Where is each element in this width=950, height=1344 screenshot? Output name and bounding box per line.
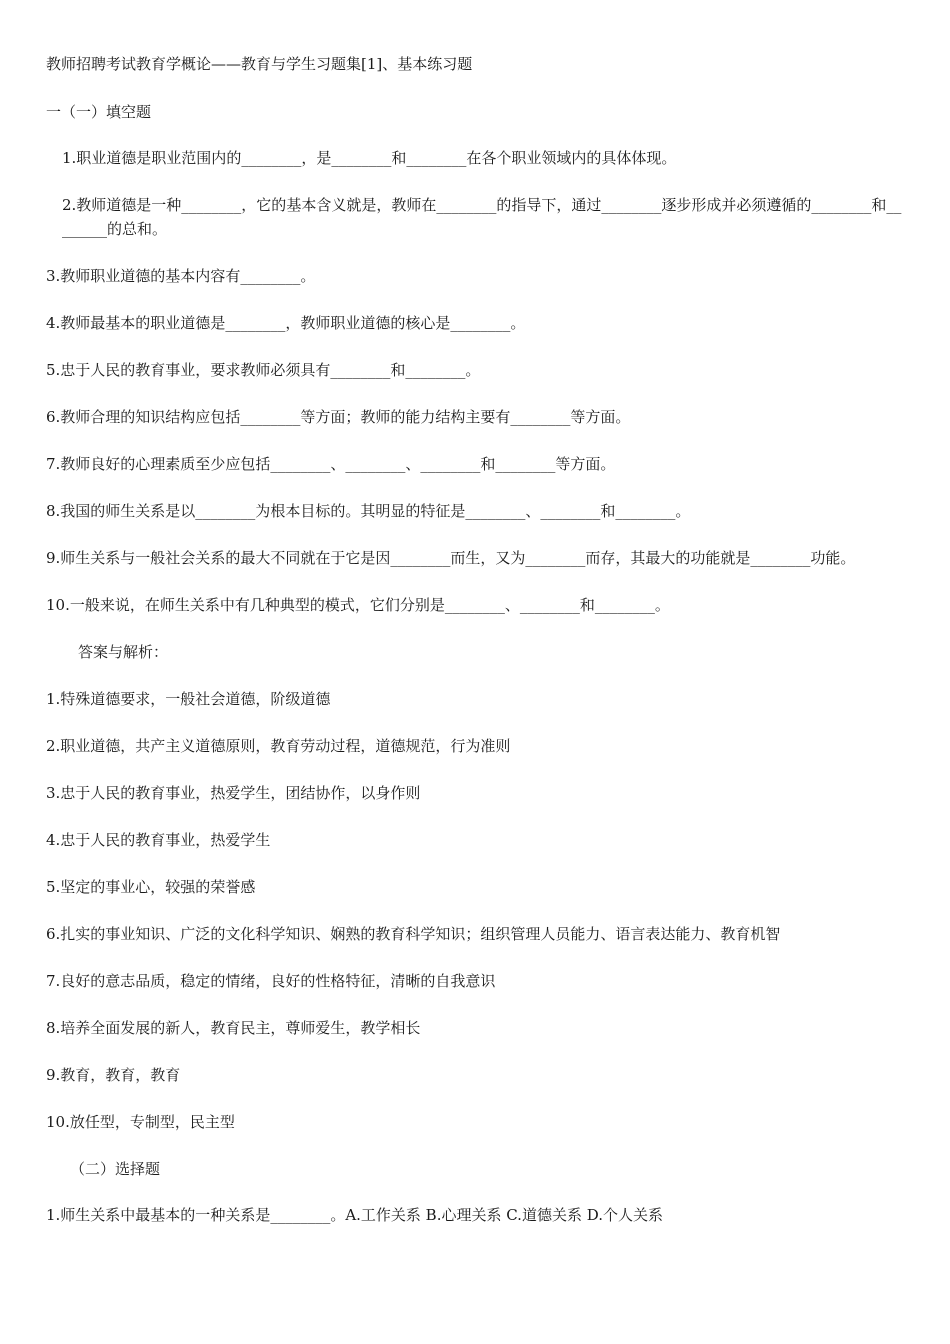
answer-item: 3.忠于人民的教育事业，热爱学生，团结协作，以身作则: [46, 784, 421, 802]
answer-item: 8.培养全面发展的新人，教育民主，尊师爱生，教学相长: [46, 1019, 421, 1037]
document-page: [46, 52, 908, 1250]
answer-item: 6.扎实的事业知识、广泛的文化科学知识、娴熟的教育科学知识；组织管理人员能力、语言表达能力、教育机智: [46, 925, 781, 943]
question-item: 7.教师良好的心理素质至少应包括________、________、________和________等方面。: [46, 455, 616, 473]
question-item: 3.教师职业道德的基本内容有________。: [46, 267, 316, 285]
question-item: 6.教师合理的知识结构应包括________等方面；教师的能力结构主要有________等方面。: [46, 408, 631, 426]
question-list: [46, 146, 908, 617]
choice-question-item: 1.师生关系中最基本的一种关系是________。A.工作关系 B.心理关系 C.道德关系 D.个人关系: [46, 1206, 663, 1224]
section-heading-fill-blank: 一（一）填空题: [46, 103, 152, 121]
answer-item: 9.教育，教育，教育: [46, 1066, 181, 1084]
answer-item: 2.职业道德，共产主义道德原则，教育劳动过程，道德规范，行为准则: [46, 737, 511, 755]
answers-heading: 答案与解析：: [78, 643, 169, 661]
answer-item: 1.特殊道德要求，一般社会道德，阶级道德: [46, 690, 331, 708]
question-item: 8.我国的师生关系是以________为根本目标的。其明显的特征是________、________和________。: [46, 502, 691, 520]
question-item: 1.职业道德是职业范围内的________，是________和________在各个职业领域内的具体体现。: [62, 149, 677, 167]
question-item: 9.师生关系与一般社会关系的最大不同就在于它是因________而生，又为________而存，其最大的功能就是________功能。: [46, 549, 856, 567]
answer-list: [46, 687, 908, 1134]
section-heading-choice: （二）选择题: [70, 1160, 161, 1178]
question-item: 5.忠于人民的教育事业，要求教师必须具有________和________。: [46, 361, 481, 379]
answer-item: 7.良好的意志品质，稳定的情绪，良好的性格特征，清晰的自我意识: [46, 972, 496, 990]
answer-item: 10.放任型，专制型，民主型: [46, 1113, 235, 1131]
choice-question-list: [46, 1203, 908, 1227]
question-item: 4.教师最基本的职业道德是________，教师职业道德的核心是________。: [46, 314, 526, 332]
answer-item: 5.坚定的事业心，较强的荣誉感: [46, 878, 256, 896]
question-item: 10.一般来说，在师生关系中有几种典型的模式，它们分别是________、________和________。: [46, 596, 670, 614]
document-title: 教师招聘考试教育学概论——教育与学生习题集[1]、基本练习题: [46, 55, 473, 73]
answer-item: 4.忠于人民的教育事业，热爱学生: [46, 831, 271, 849]
question-item: 2.教师道德是一种________，它的基本含义就是，教师在________的指导下，通过________逐步形成并必须遵循的________和________的总和。: [62, 196, 902, 238]
